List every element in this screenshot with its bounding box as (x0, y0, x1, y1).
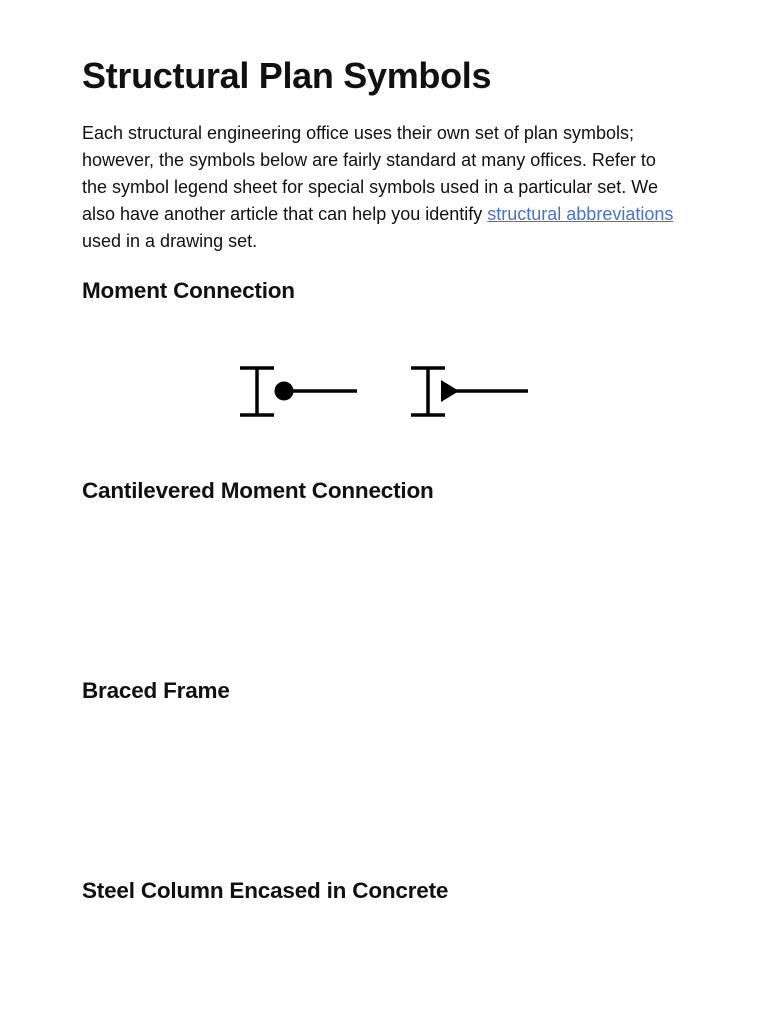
structural-abbreviations-link[interactable]: structural abbreviations (487, 204, 674, 224)
moment-connection-heading: Moment Connection (82, 278, 295, 303)
braced-frame-heading: Braced Frame (82, 678, 230, 703)
moment-connection-dot-icon (240, 368, 357, 415)
cantilevered-moment-connection-heading: Cantilevered Moment Connection (82, 478, 434, 503)
moment-connection-symbols-svg (230, 356, 540, 426)
steel-column-encased-heading: Steel Column Encased in Concrete (82, 878, 449, 903)
moment-connection-triangle-icon (411, 368, 528, 415)
moment-connection-symbols (230, 356, 540, 426)
intro-text-after-link: used in a drawing set. (82, 231, 258, 251)
intro-paragraph (82, 120, 682, 255)
page-title: Structural Plan Symbols (82, 55, 492, 96)
intro-text-before-link: Each structural engineering office uses their own set of plan symbols; however, the symbols below are fairly standard at many offices. Refer to the symbol legend sheet for special symbols used in a particular set. We also have another article that can help you identify (82, 123, 658, 224)
